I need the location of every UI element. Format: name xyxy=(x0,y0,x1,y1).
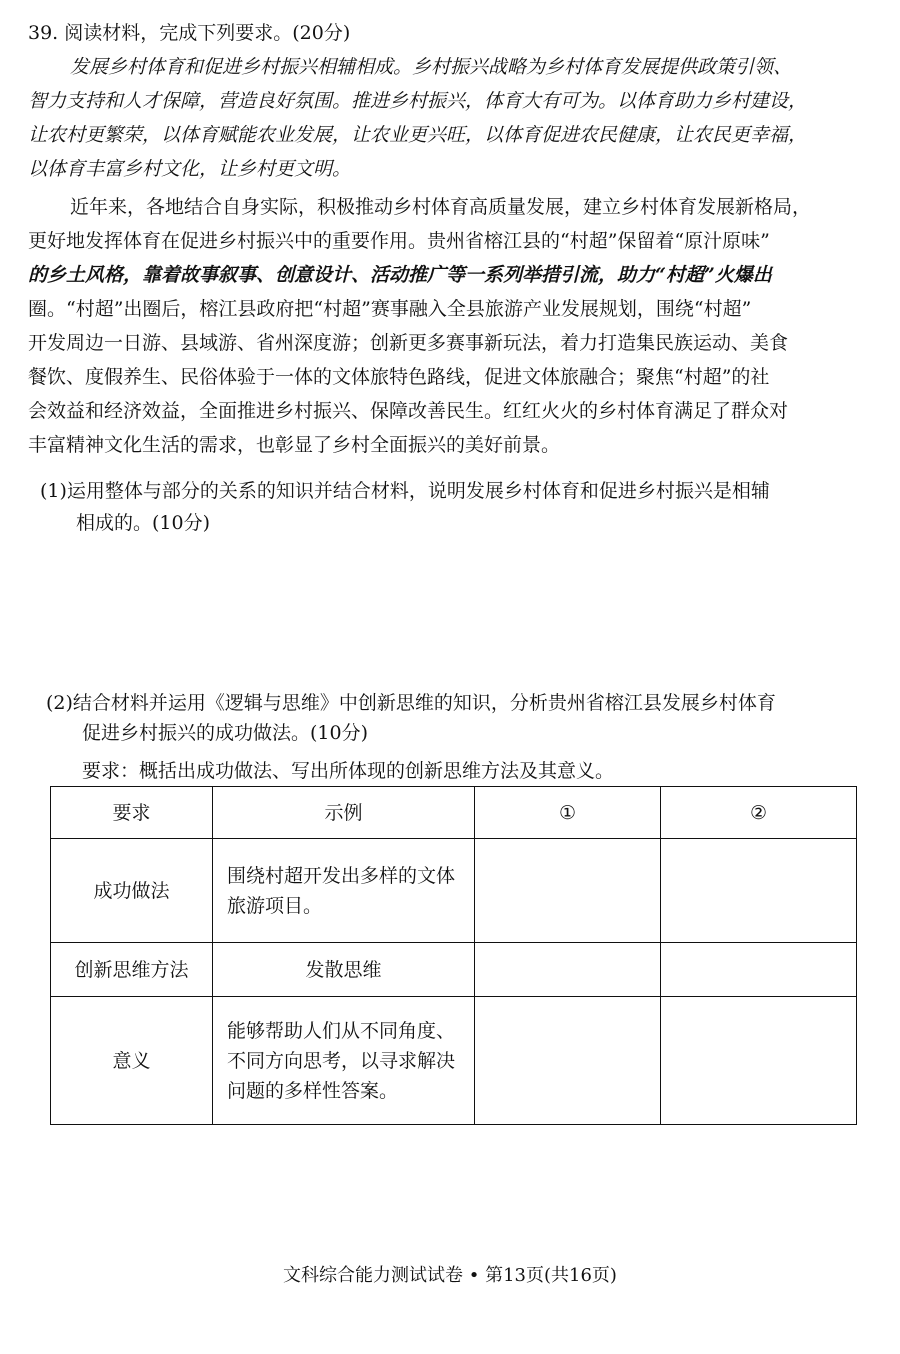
material-line: 餐饮、度假养生、民俗体验于一体的文体旅特色路线，促进文体旅融合；聚焦“村超”的社 xyxy=(28,366,770,388)
header-cell: 示例 xyxy=(213,787,475,839)
row-label: 成功做法 xyxy=(51,839,213,943)
example-cell: 围绕村超开发出多样的文体旅游项目。 xyxy=(213,839,475,943)
sub-question-1: (1)运用整体与部分的关系的知识并结合材料，说明发展乡村体育和促进乡村振兴是相辅 xyxy=(40,480,770,502)
table-row xyxy=(51,839,857,943)
header-cell: ② xyxy=(661,787,857,839)
material-line: 智力支持和人才保障，营造良好氛围。推进乡村振兴，体育大有可为。以体育助力乡村建设， xyxy=(28,90,808,112)
material-line: 发展乡村体育和促进乡村振兴相辅相成。乡村振兴战略为乡村体育发展提供政策引领、 xyxy=(70,56,793,78)
answer-table xyxy=(50,786,857,1125)
table-header-row xyxy=(51,787,857,839)
material-line: 的乡土风格，靠着故事叙事、创意设计、活动推广等一系列举措引流，助力“村超”火爆出 xyxy=(28,264,772,286)
material-line: 更好地发挥体育在促进乡村振兴中的重要作用。贵州省榕江县的“村超”保留着“原汁原味” xyxy=(28,230,770,252)
table-row xyxy=(51,997,857,1125)
table-row xyxy=(51,943,857,997)
row-label: 意义 xyxy=(51,997,213,1125)
answer-cell[interactable] xyxy=(661,997,857,1125)
answer-cell[interactable] xyxy=(661,839,857,943)
sub-question-2: (2)结合材料并运用《逻辑与思维》中创新思维的知识，分析贵州省榕江县发展乡村体育 xyxy=(46,692,776,714)
header-cell: ① xyxy=(475,787,661,839)
sub-question-1-cont: 相成的。(10分) xyxy=(76,512,211,534)
material-line: 开发周边一日游、县域游、省州深度游；创新更多赛事新玩法，着力打造集民族运动、美食 xyxy=(28,332,789,354)
example-cell: 能够帮助人们从不同角度、不同方向思考，以寻求解决问题的多样性答案。 xyxy=(213,997,475,1125)
answer-cell[interactable] xyxy=(475,839,661,943)
material-line: 以体育丰富乡村文化，让乡村更文明。 xyxy=(28,158,352,180)
material-line: 圈。“村超”出圈后，榕江县政府把“村超”赛事融入全县旅游产业发展规划，围绕“村超” xyxy=(28,298,752,320)
sub-question-2-cont: 促进乡村振兴的成功做法。(10分) xyxy=(82,722,369,744)
requirement-text: 要求：概括出成功做法、写出所体现的创新思维方法及其意义。 xyxy=(82,760,615,782)
question-header: 39. 阅读材料，完成下列要求。(20分) xyxy=(28,22,351,44)
material-line: 近年来，各地结合自身实际，积极推动乡村体育高质量发展，建立乡村体育发展新格局， xyxy=(70,196,812,218)
material-line: 丰富精神文化生活的需求，也彰显了乡村全面振兴的美好前景。 xyxy=(28,434,561,456)
material-line: 让农村更繁荣，以体育赋能农业发展，让农业更兴旺，以体育促进农民健康，让农民更幸福， xyxy=(28,124,808,146)
answer-cell[interactable] xyxy=(475,997,661,1125)
answer-cell[interactable] xyxy=(661,943,857,997)
material-line: 会效益和经济效益，全面推进乡村振兴、保障改善民生。红红火火的乡村体育满足了群众对 xyxy=(28,400,789,422)
example-cell: 发散思维 xyxy=(213,943,475,997)
header-cell: 要求 xyxy=(51,787,213,839)
page-footer: 文科综合能力测试试卷 • 第13页(共16页) xyxy=(283,1265,617,1286)
row-label: 创新思维方法 xyxy=(51,943,213,997)
answer-cell[interactable] xyxy=(475,943,661,997)
